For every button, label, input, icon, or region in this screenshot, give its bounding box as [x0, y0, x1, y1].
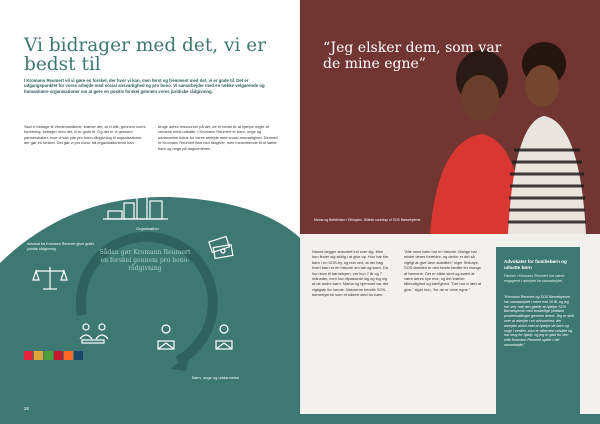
organisation-label: Organisation: [136, 226, 159, 231]
sidebar-intro: Partner i Kromann Reumert har været engageret i arbejdet for samarbejdet.: [504, 274, 565, 283]
pull-quote: “Jeg elsker dem, som var de mine egne”: [323, 40, 502, 72]
lawyer-help-label: Advokat fra Kromann Reumert giver gratis juridisk rådgivning: [27, 242, 95, 251]
mother-face: [461, 75, 499, 121]
sidebar-quote: ”Kromann Reumert og SOS Børnebyerne har samarbejdet i mere end 10 år, og jeg har selv haft den glæde at hjælpe SOS Børnebyerne med forskellige juridiske problemstillinger gennem årene. Jeg er stolt over at arbejde i en virksomhed, der arbejder aktivt med at hjælpe de børn og unge i verden, som er allermest udsatte og har brug for hjælp, og jeg er glad for den rolle Kromann Reumert spiller i det samarbejde.”: [504, 295, 574, 347]
lawyers-sidebar-box: [496, 247, 580, 424]
bottom-teal-bar: [0, 414, 600, 424]
page-spine: [299, 0, 301, 424]
dress-stripes: [508, 150, 586, 222]
infographic-panel: [0, 183, 300, 424]
girl-face: [525, 65, 559, 107]
page-headline: Vi bidrager med det, vi er bedst til: [24, 35, 267, 75]
infographic-art: [0, 183, 300, 424]
sidebar-title: Advokater for familiebørn og udsatte børn: [504, 259, 567, 270]
mother-daughter-photo: [300, 0, 600, 234]
teal-wave-background: [0, 197, 300, 424]
infographic-center-text: Sådan gør Kromann Reumert en forskel gennem pro bono-rådgivning: [99, 249, 191, 272]
body-column-1: Skal vi bidrage til Verdensmålene, kræver det, at vi alle, gennem vores forretning, bidrager med det, vi er gode til. Og det er vi gennem partnerskaber, hvor vi kan yde pro bono-rådgivning til organisationer, der gør en forskel. Det gør vi pro bono, så organisationerne kan: [24, 124, 146, 146]
story-column-1: Naomi lægger ansvaret ind over sig. Men hun finder sig aldrig i at give op. Hun har fire børn i en SOS-by, og hun ved, at der bag hvert barn er en historie om tab og savn. Da hun kom til børnebyen, var hun 7 år og 7 måneder, men hun tilpassede sig og tog sig af de andre børn. Mama og hjemmet var det vigtigste for hende. Naboerne kendte SOS-børnebyerne som et sikkert sted for børn.: [312, 249, 389, 298]
photo-caption: Mama og Bethlehem i Ethiopien. Billede courtesy of SOS Børnebyerne.: [314, 218, 422, 222]
body-column-2: bruge deres ressourcer på det, de er bedst til: at hjælpe nogle af verdens mest udsatte. I Kromann Reumert er børn, unge og uddannelse fokus for vores arbejde med social ansvarlighed. Dermed er Kromann Reumert ikke blot rådgiver, men medvirkende til at sætte børn og unge på dagsordenen.: [158, 124, 278, 151]
photo-art: [300, 0, 600, 234]
page-number: 26: [24, 406, 29, 411]
right-page: [300, 0, 600, 424]
story-column-2: ”Alle mine børn har en historie. Mange har mistet deres forældre, og derfor er det så vigtigt at give dem stabilitet,” siger Shibaye. SOS-familien er den første familie for mange af børnene. Det er både stort og svært at være deres nye mor, og det kræver tålmodighed og kærlighed. ”Det har vi lært at give,” siger hun, ”for de er mine egne.”: [404, 249, 481, 292]
children-youth-label: Børn, unge og uddannelse: [192, 375, 240, 380]
lead-paragraph: I Kromann Reumert vil vi gøre en forskel, der hvor vi kan, men først og fremmest med det, vi er gode til. Det er udgangspunktet for vores arbejde med social ansvarlighed og pro bono. Vi samarbejder med en række velgørende og humanitære organisationer om at gøre en positiv forskel gennem vores juridiske rådgivning.: [24, 78, 265, 94]
